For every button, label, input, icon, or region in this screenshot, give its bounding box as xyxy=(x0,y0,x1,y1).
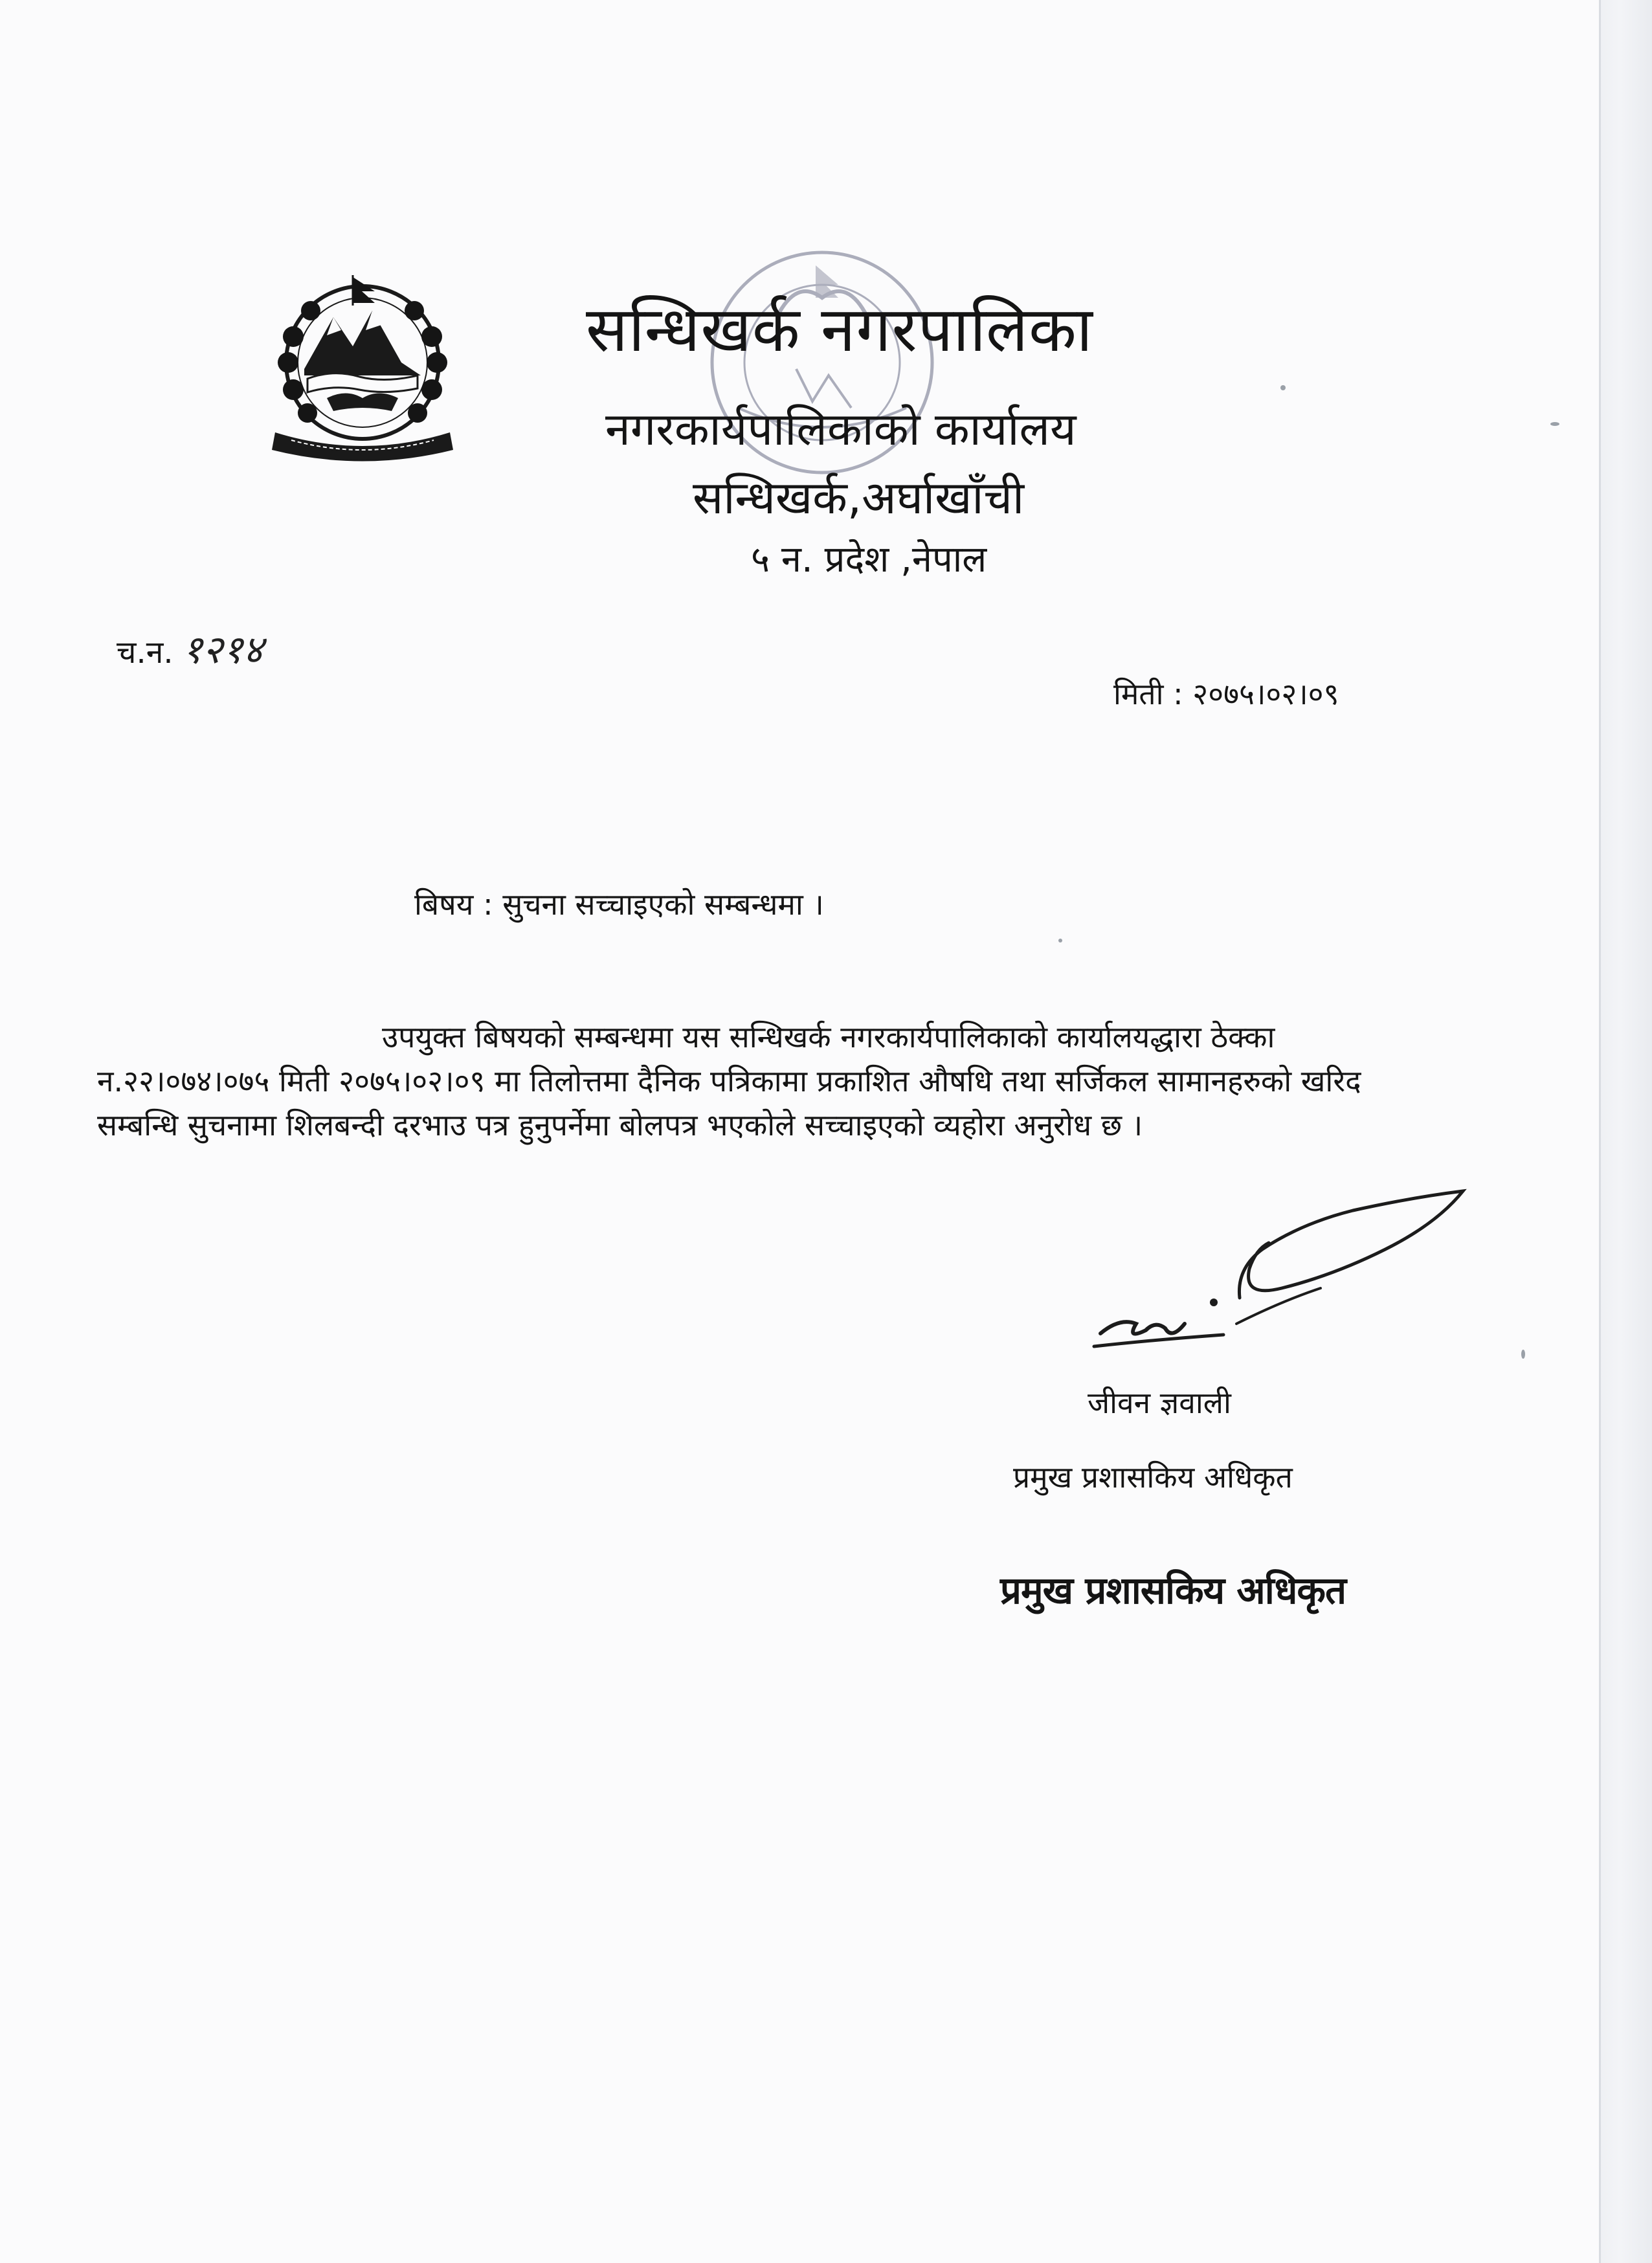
paper-edge xyxy=(1599,0,1652,2263)
paper-edge-line xyxy=(1599,0,1601,2263)
municipality-title: सन्धिखर्क नगरपालिका xyxy=(586,293,1093,366)
reference-row xyxy=(117,621,263,674)
body-line: न.२२।०७४।०७५ मिती २०७५।०२।०९ मा तिलोत्तमा दैनिक पत्रिकामा प्रकाशित औषधि तथा सर्जिकल सामानहरुको खरिद xyxy=(97,1064,1361,1098)
scan-speck xyxy=(1550,422,1559,426)
body-line: सम्बन्धि सुचनामा शिलबन्दी दरभाउ पत्र हुनुपर्नेमा बोलपत्र भएकोले सच्चाइएको व्यहोरा अनुरोध छ । xyxy=(97,1108,1143,1143)
handwritten-signature xyxy=(1075,1185,1489,1366)
signatory-name: जीवन ज्ञवाली xyxy=(1088,1385,1231,1420)
designation-stamp: प्रमुख प्रशासकिय अधिकृत xyxy=(1000,1568,1346,1612)
letter-date: मिती : २०७५।०२।०९ xyxy=(1113,676,1339,711)
reference-label: च.न. xyxy=(117,634,173,671)
scan-speck xyxy=(1058,939,1062,942)
province-line: ५ न. प्रदेश ,नेपाल xyxy=(751,539,987,581)
nepal-emblem-icon xyxy=(256,265,469,466)
office-name: नगरकार्यपालिकाको कार्यालय xyxy=(605,403,1077,456)
signatory-designation: प्रमुख प्रशासकिय अधिकृत xyxy=(1013,1460,1293,1495)
scan-speck xyxy=(1280,385,1286,390)
office-location: सन्धिखर्क,अर्घाखाँची xyxy=(693,471,1025,524)
body-line: उपयुक्त बिषयको सम्बन्धमा यस सन्धिखर्क नगरकार्यपालिकाको कार्यालयद्धारा ठेक्का xyxy=(382,1020,1275,1054)
reference-number: १२१४ xyxy=(182,627,263,673)
scan-speck xyxy=(1521,1350,1525,1359)
letter-subject: बिषय : सुचना सच्चाइएको सम्बन्धमा । xyxy=(414,887,824,922)
